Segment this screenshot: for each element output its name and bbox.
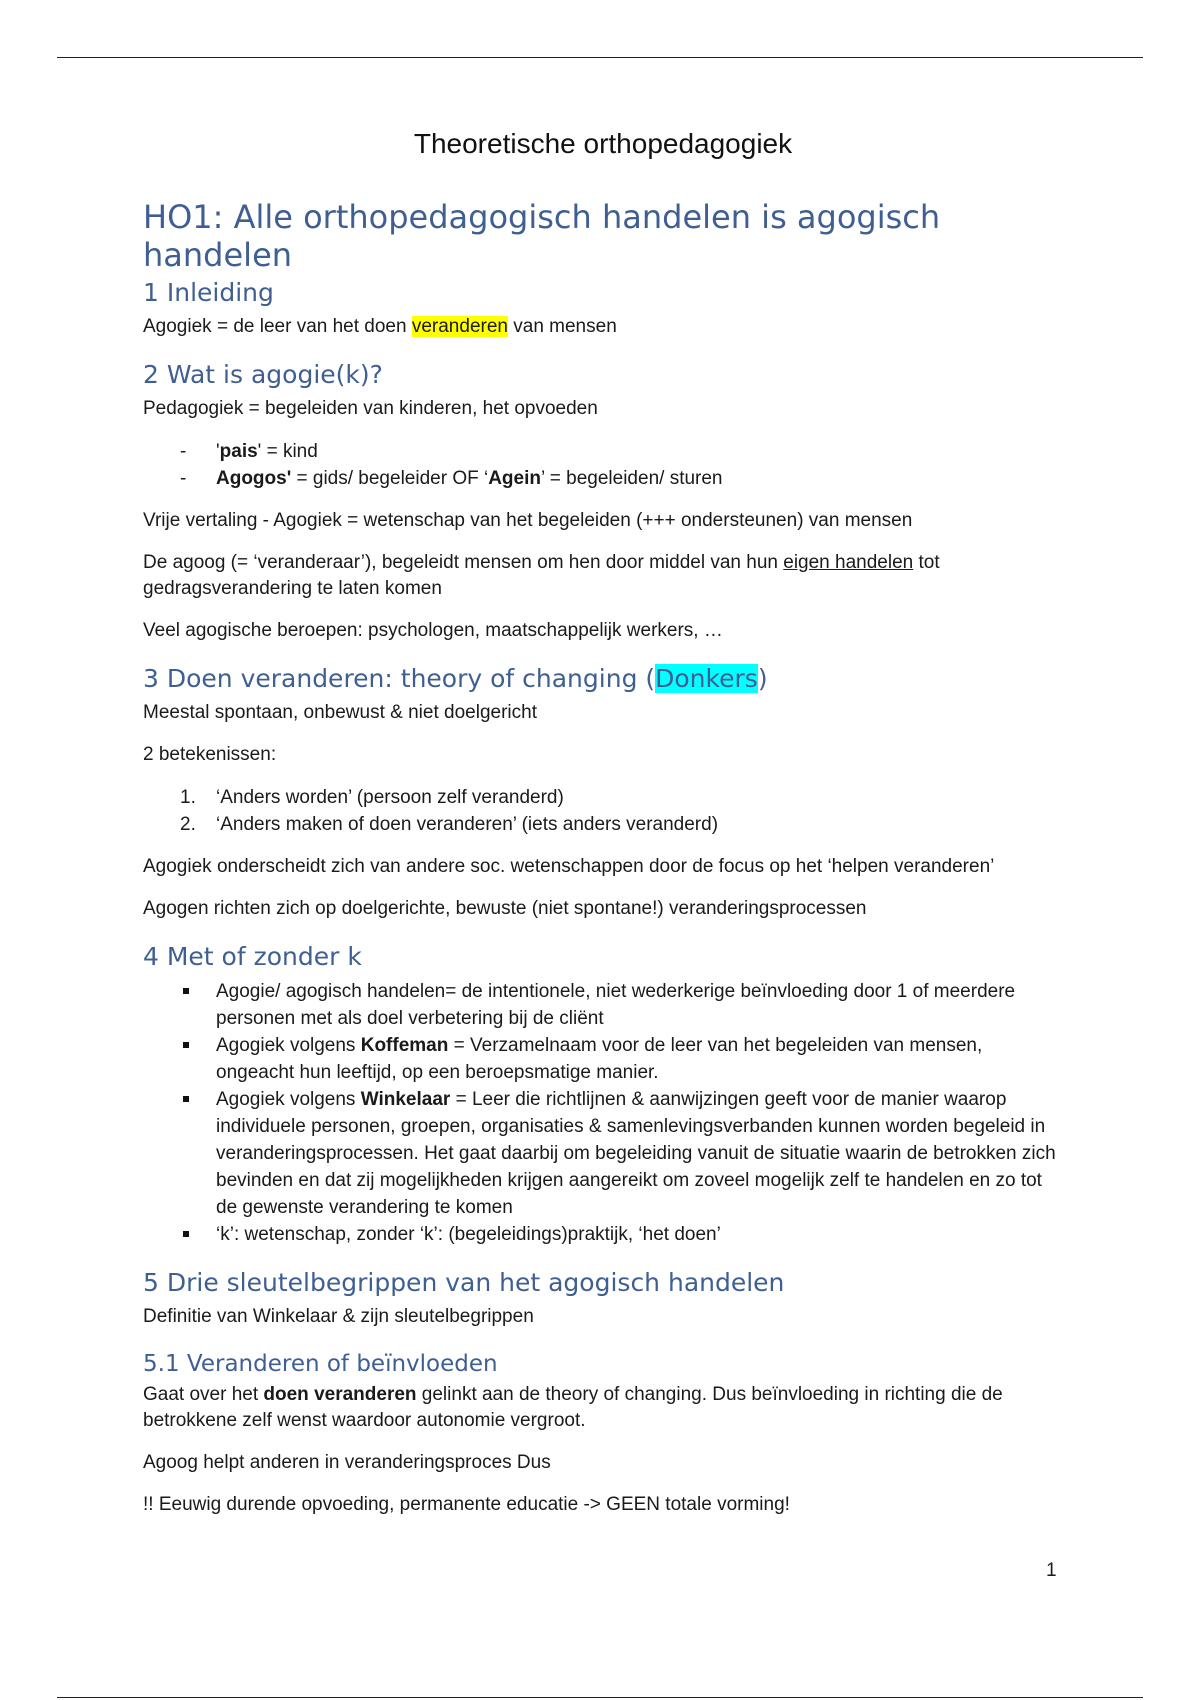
list-item [143,811,1063,838]
underlined-text: eigen handelen [783,552,914,573]
list-marker: - [180,441,187,462]
numbered-list [143,784,1063,838]
list-item [143,438,1063,465]
bullet-icon [183,1231,189,1237]
subsection-heading-5-1: 5.1 Veranderen of beïnvloeden [143,1351,498,1377]
text-run: ‘k’: wetenschap, zonder ‘k’: (begeleidings)praktijk, ‘het doen’ [216,1224,721,1245]
text-run: Agogiek volgens [216,1035,361,1056]
list-item [143,784,1063,811]
list-item [143,465,1063,492]
section-heading-2: 2 Wat is agogie(k)? [143,360,383,389]
paragraph: Vrije vertaling - Agogiek = wetenschap van het begeleiden (+++ ondersteunen) van mensen [143,510,913,531]
paragraph: Agoog helpt anderen in veranderingsproces Dus [143,1452,551,1473]
list-item [143,1221,1063,1248]
section-heading-1: 1 Inleiding [143,278,274,307]
bold-text: Koffeman [360,1035,449,1056]
text-run: Gaat over het [143,1384,264,1405]
list-item [143,1032,1063,1086]
text-run: ‘Anders maken of doen veranderen’ (iets anders veranderd) [216,814,719,835]
square-bullet-list [143,978,1063,1248]
bullet-icon [183,988,189,994]
dash-list [143,438,1063,492]
chapter-heading: HO1: Alle orthopedagogisch handelen is agogisch handelen [143,198,941,274]
bullet-icon [183,1042,189,1048]
page-number: 1 [1046,1560,1057,1581]
text-run: ' [216,441,220,462]
text-run: 3 Doen veranderen: theory of changing ( [143,664,656,693]
section-heading-3 [143,664,1063,694]
text-run: De agoog (= ‘veranderaar’), begeleidt mensen om hen door middel van hun [143,552,784,573]
text-run: tot gedragsverandering te laten komen [143,552,940,599]
text-run: = Verzamelnaam voor de leer van het begeleiden van mensen, ongeacht hun leeftijd, op een beroepsmatige manier. [216,1035,983,1083]
bold-text: Agein [488,468,541,489]
paragraph [143,314,1063,340]
text-run: ) [757,664,768,693]
paragraph: Definitie van Winkelaar & zijn sleutelbegrippen [143,1306,534,1327]
paragraph: Pedagogiek = begeleiden van kinderen, het opvoeden [143,398,598,419]
document-page [143,128,1063,1518]
text-run: Agogiek volgens [216,1089,361,1110]
header-rule [57,57,1143,58]
bold-text: Agogos' [216,468,292,489]
bold-text: Winkelaar [360,1089,451,1110]
list-item [143,978,1063,1032]
bold-text: doen veranderen [263,1384,417,1405]
text-run: ’ = begeleiden/ sturen [540,468,723,489]
bullet-icon [183,1096,189,1102]
list-marker: 2. [180,814,196,835]
paragraph: Meestal spontaan, onbewust & niet doelgericht [143,702,537,723]
text-run: = gids/ begeleider OF ‘ [291,468,489,489]
paragraph [143,1382,1063,1434]
text-run: Agogie/ agogisch handelen= de intentionele, niet wederkerige beïnvloeding door 1 of meerdere personen met als doel verbetering bij de cliënt [216,981,1016,1029]
text-run: gelinkt aan de theory of changing. Dus beïnvloeding in richting die de betrokkene zelf wenst waardoor autonomie vergroot. [143,1384,1003,1431]
text-run: ' = kind [257,441,318,462]
document-title: Theoretische orthopedagogiek [413,128,793,159]
highlighted-text: veranderen [411,316,508,337]
bold-text: pais [219,441,258,462]
footer-rule [57,1697,1143,1698]
text-run: van mensen [507,316,617,337]
text-run: = Leer die richtlijnen & aanwijzingen geeft voor de manier waarop individuele personen, groepen, organisaties & samenlevingsverbanden kunnen worden begeleid in veranderingsprocessen. Het gaat daarbij om begeleiding vanuit de situatie waarin de betrokken zich bevinden en dat zij mogelijkheden krijgen aangereikt om zoveel mogelijk zelf te handelen en zo tot de gewenste verandering te komen [216,1089,1056,1218]
paragraph: Agogiek onderscheidt zich van andere soc. wetenschappen door de focus op het ‘helpen veranderen’ [143,856,995,877]
list-item [143,1086,1063,1221]
text-run: Agogiek = de leer van het doen [143,316,412,337]
highlighted-text: Donkers [655,664,758,693]
paragraph: Agogen richten zich op doelgerichte, bewuste (niet spontane!) veranderingsprocessen [143,898,867,919]
paragraph [143,550,1063,602]
paragraph: Veel agogische beroepen: psychologen, maatschappelijk werkers, … [143,620,723,641]
section-heading-4: 4 Met of zonder k [143,942,362,971]
list-marker: - [180,468,187,489]
section-heading-5: 5 Drie sleutelbegrippen van het agogisch handelen [143,1268,785,1297]
list-marker: 1. [180,787,196,808]
paragraph: !! Eeuwig durende opvoeding, permanente educatie -> GEEN totale vorming! [143,1494,790,1515]
paragraph: 2 betekenissen: [143,744,277,765]
text-run: ‘Anders worden’ (persoon zelf veranderd) [216,787,564,808]
